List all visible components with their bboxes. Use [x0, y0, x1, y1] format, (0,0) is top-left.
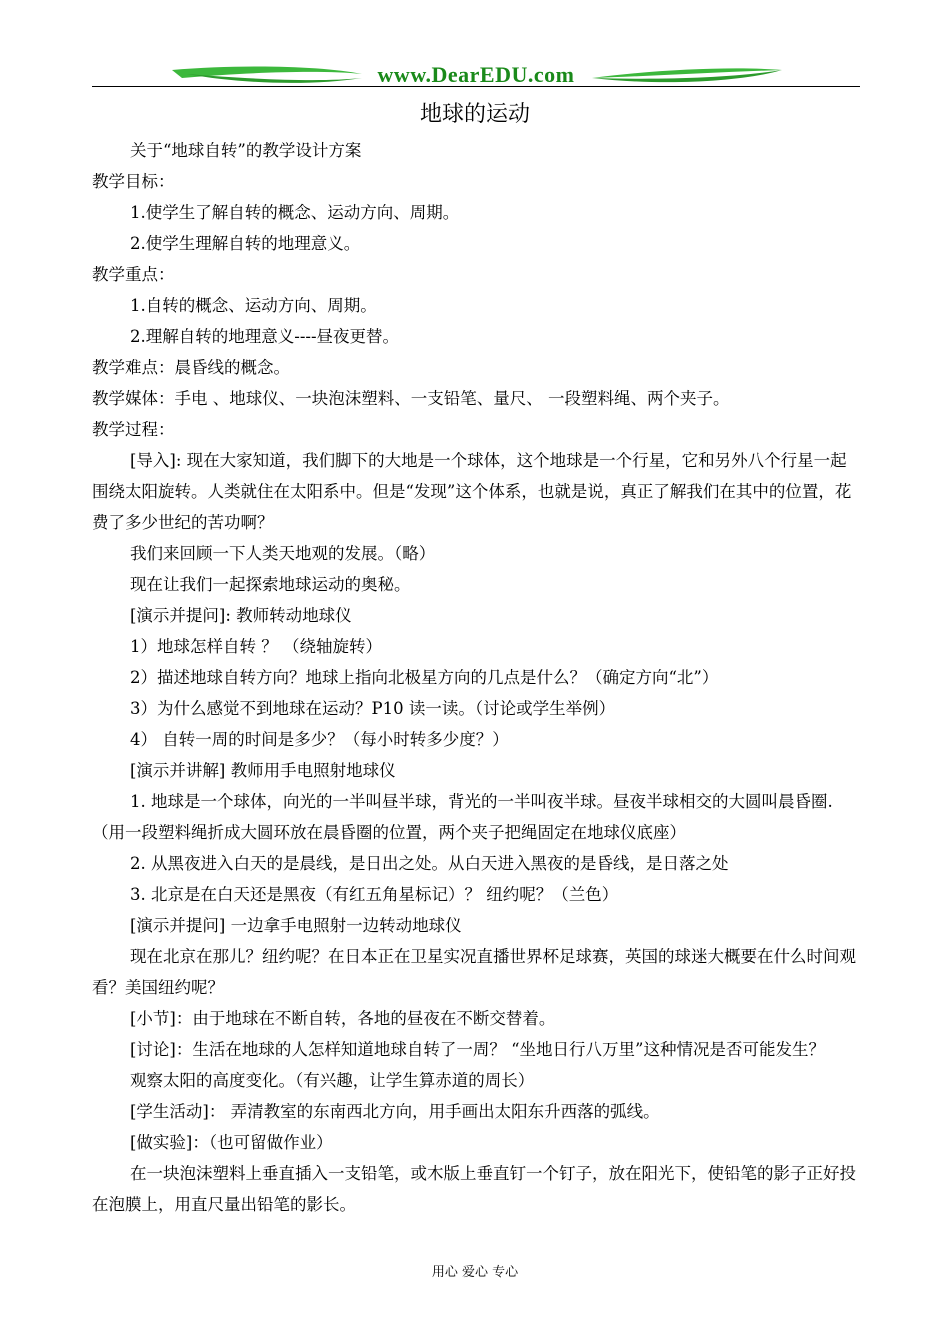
paragraph: 3. 北京是在白天还是黑夜（有红五角星标记）？ 纽约呢？（兰色）	[130, 885, 619, 904]
document-title: 地球的运动	[419, 102, 530, 127]
paragraph: 关于“地球自转”的教学设计方案	[130, 141, 362, 160]
paragraph: [导入]: 现在大家知道，我们脚下的大地是一个球体，这个地球是一个行星，它和另外八个行星一起围绕太阳旋转。人类就住在太阳系中。但是“发现”这个体系，也就是说，真正了解我们在其中的位置，花费了多少世纪的苦功啊？	[92, 451, 852, 532]
paragraph: 2. 从黑夜进入白天的是晨线，是日出之处。从白天进入黑夜的是昏线，是日落之处	[130, 854, 729, 873]
paragraph: 2.使学生理解自转的地理意义。	[130, 234, 361, 253]
document-body	[92, 135, 860, 1220]
paragraph: 在一块泡沫塑料上垂直插入一支铅笔，或木版上垂直钉一个钉子，放在阳光下，使铅笔的影子正好投在泡膜上，用直尺量出铅笔的影长。	[92, 1164, 856, 1214]
paragraph: [学生活动]： 弄清教室的东南西北方向，用手画出太阳东升西落的弧线。	[130, 1102, 660, 1121]
paragraph: 教学重点：	[92, 265, 175, 284]
paragraph: 2.理解自转的地理意义----昼夜更替。	[130, 327, 400, 346]
paragraph: 观察太阳的高度变化。（有兴趣，让学生算赤道的周长）	[130, 1071, 535, 1090]
paragraph: [演示并提问]: 教师转动地球仪	[130, 606, 352, 625]
page-header	[92, 60, 860, 92]
paragraph: 1）地球怎样自转 ？ （绕轴旋转）	[130, 637, 382, 656]
paragraph: 1. 地球是一个球体，向光的一半叫昼半球，背光的一半叫夜半球。昼夜半球相交的大圆叫晨昏圈.（用一段塑料绳折成大圆环放在晨昏圈的位置，两个夹子把绳固定在地球仪底座）	[92, 792, 833, 842]
paragraph: [做实验]：（也可留做作业）	[130, 1133, 333, 1152]
paragraph: 1.自转的概念、运动方向、周期。	[130, 296, 377, 315]
paragraph: 现在让我们一起探索地球运动的奥秘。	[130, 575, 411, 594]
paragraph: [小节]：由于地球在不断自转，各地的昼夜在不断交替着。	[130, 1009, 556, 1028]
paragraph: 3）为什么感觉不到地球在运动？P10 读一读。（讨论或学生举例）	[130, 699, 616, 718]
paragraph: 4） 自转一周的时间是多少？（每小时转多少度？）	[130, 730, 509, 749]
paragraph: 教学目标：	[92, 172, 175, 191]
paragraph: 现在北京在那儿？纽约呢？在日本正在卫星实况直播世界杯足球赛，英国的球迷大概要在什么时间观看？美国纽约呢？	[92, 947, 856, 997]
paragraph: 教学难点：晨昏线的概念。	[92, 358, 290, 377]
page-footer: 用心 爱心 专心	[431, 1265, 519, 1280]
site-logo-text: www.DearEDU.com	[92, 62, 860, 88]
paragraph: 教学媒体：手电 、地球仪、一块泡沫塑料、一支铅笔、量尺、 一段塑料绳、两个夹子。	[92, 389, 730, 408]
paragraph: [演示并提问] 一边拿手电照射一边转动地球仪	[130, 916, 462, 935]
paragraph: 我们来回顾一下人类天地观的发展。（略）	[130, 544, 436, 563]
header-rule	[92, 86, 860, 87]
paragraph: [讨论]：生活在地球的人怎样知道地球自转了一周？ “坐地日行八万里”这种情况是否可能发生？	[130, 1040, 825, 1059]
paragraph: 2）描述地球自转方向？地球上指向北极星方向的几点是什么？（确定方向“北”）	[130, 668, 719, 687]
paragraph: 教学过程：	[92, 420, 175, 439]
paragraph: [演示并讲解] 教师用手电照射地球仪	[130, 761, 396, 780]
paragraph: 1.使学生了解自转的概念、运动方向、周期。	[130, 203, 460, 222]
